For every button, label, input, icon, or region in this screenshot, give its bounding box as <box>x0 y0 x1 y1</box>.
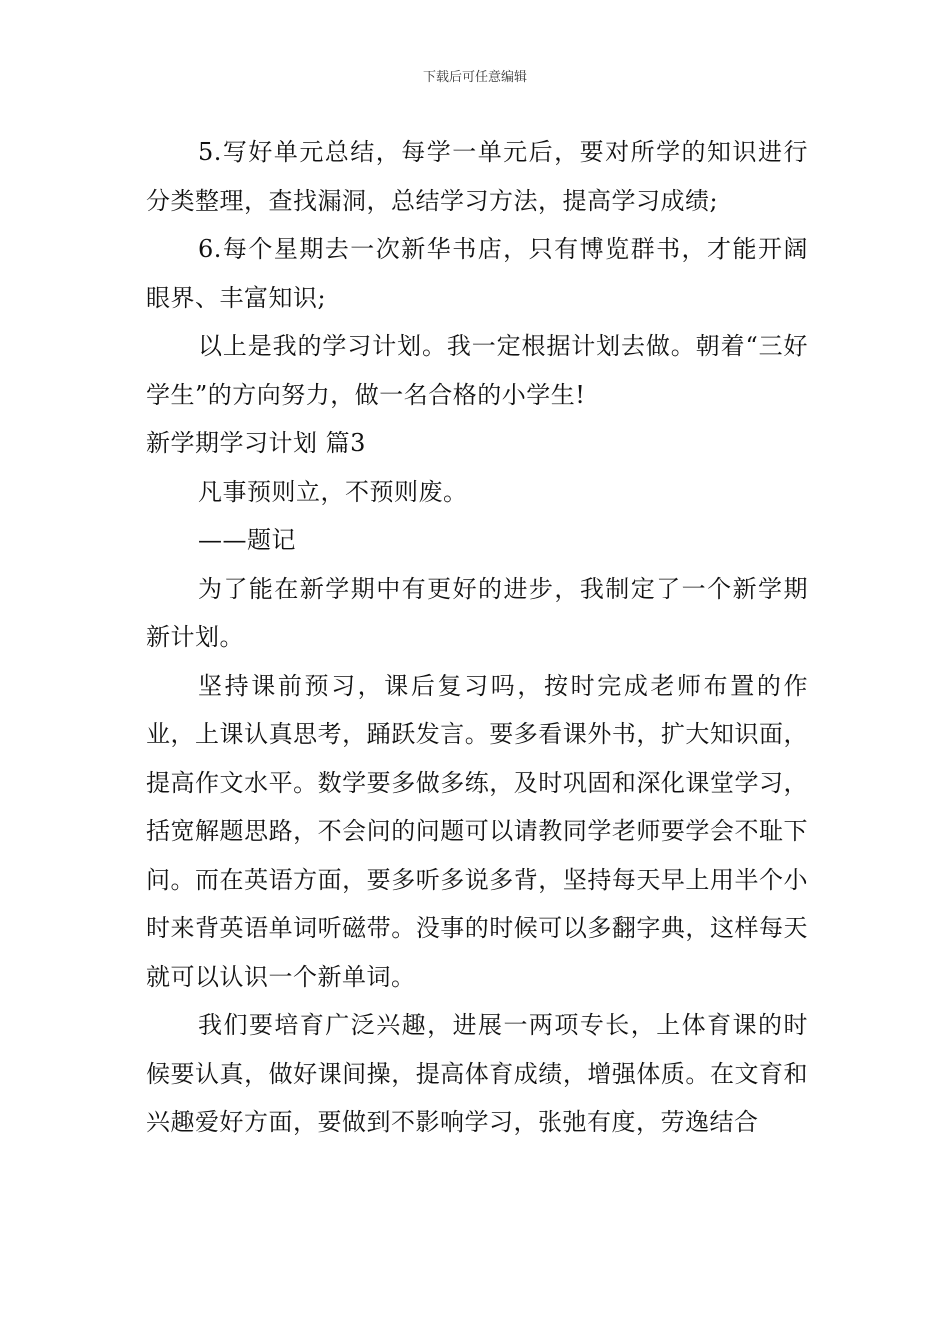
section-title: 新学期学习计划 篇3 <box>146 429 366 457</box>
epigraph: 凡事预则立，不预则废。 <box>198 477 468 506</box>
paragraph-item-5: 5.写好单元总结，每学一单元后，要对所学的知识进行分类整理，查找漏洞，总结学习方法，提高学习成绩; <box>146 138 808 215</box>
document-body <box>146 128 808 1147</box>
paragraph-conclusion: 以上是我的学习计划。我一定根据计划去做。朝着“三好学生”的方向努力，做一名合格的小学生! <box>146 332 808 409</box>
page-header-note: 下载后可任意编辑 <box>422 70 527 85</box>
paragraph-study-habits: 坚持课前预习，课后复习吗，按时完成老师布置的作业，上课认真思考，踊跃发言。要多看课外书，扩大知识面，提高作文水平。数学要多做多练，及时巩固和深化课堂学习，括宽解题思路，不会问的问题可以请教同学老师要学会不耻下问。而在英语方面，要多听多说多背，坚持每天早上用半个小时来背英语单词听磁带。没事的时候可以多翻字典，这样每天就可以认识一个新单词。 <box>146 671 808 991</box>
paragraph-item-6: 6.每个星期去一次新华书店，只有博览群书，才能开阔眼界、丰富知识; <box>146 235 808 312</box>
epigraph-source: ——题记 <box>198 526 296 554</box>
paragraph-interests: 我们要培育广泛兴趣，进展一两项专长，上体育课的时候要认真，做好课间操，提高体育成绩，增强体质。在文育和兴趣爱好方面，要做到不影响学习，张弛有度，劳逸结合 <box>146 1011 808 1136</box>
paragraph-intro: 为了能在新学期中有更好的进步，我制定了一个新学期新计划。 <box>146 574 808 651</box>
